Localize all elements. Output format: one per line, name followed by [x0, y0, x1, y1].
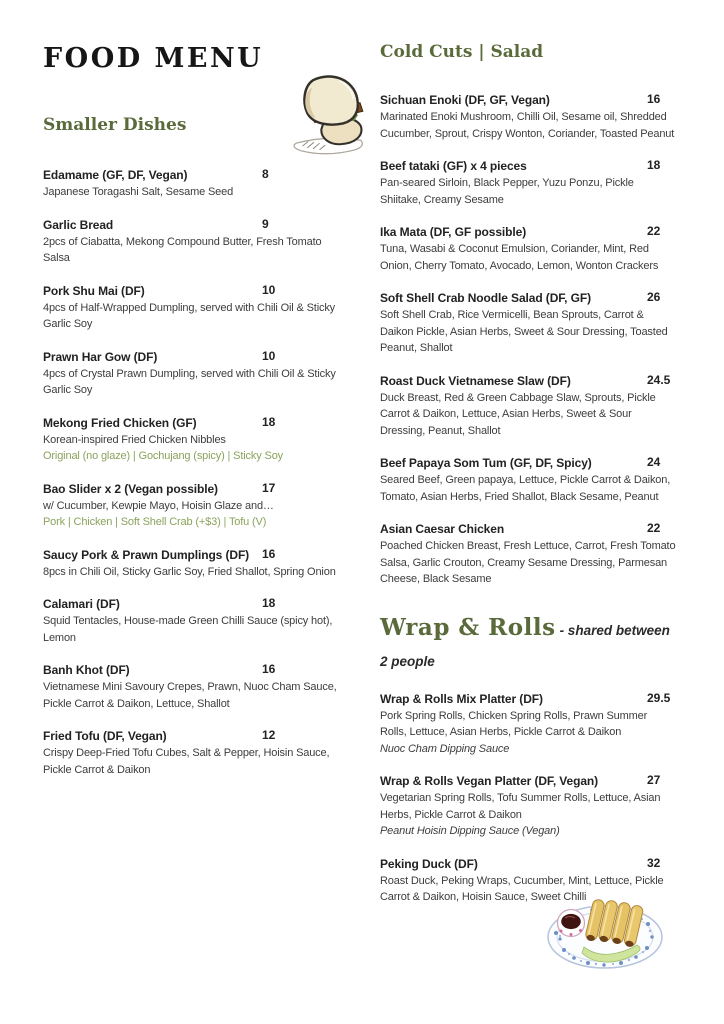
item-price: 22: [647, 224, 661, 238]
menu-item-mekong-fried-chicken: [43, 414, 343, 465]
item-price: 12: [262, 728, 276, 742]
menu-item-prawn-har-gow: [43, 348, 343, 399]
item-options: Pork | Chicken | Soft Shell Crab (+$3) | Tofu (V): [43, 516, 267, 528]
item-name: Beef tataki (GF) x 4 pieces: [380, 159, 527, 173]
item-price: 18: [262, 596, 276, 610]
item-sauce-note: Nuoc Cham Dipping Sauce: [380, 742, 510, 755]
bao-bun-illustration: [281, 71, 375, 159]
item-description: Pork Spring Rolls, Chicken Spring Rolls, Prawn Summer Rolls, Lettuce, Asian Herbs, Pickle Carrot & Daikon: [380, 709, 648, 738]
item-description: 4pcs of Crystal Prawn Dumpling, served with Chili Oil & Sticky Garlic Soy: [43, 367, 336, 396]
menu-item-beef-papaya-som-tum: [380, 454, 676, 505]
bao-bun-icon: [281, 71, 375, 159]
item-description: 4pcs of Half-Wrapped Dumpling, served with Chili Oil & Sticky Garlic Soy: [43, 301, 336, 330]
menu-item-roast-duck-slaw: [380, 372, 676, 440]
item-price: 22: [647, 521, 661, 535]
item-description: Roast Duck, Peking Wraps, Cucumber, Mint, Lettuce, Pickle Carrot & Daikon, Hoisin Sauce, Sweet Chilli: [380, 874, 664, 903]
item-description: Japanese Toragashi Salt, Sesame Seed: [43, 186, 234, 198]
menu-item-banh-khot: [43, 661, 343, 712]
section-heading-wrap-rolls: [380, 614, 676, 676]
item-price: 17: [262, 480, 276, 495]
item-price: 26: [647, 290, 661, 304]
menu-item-wrap-rolls-vegan-platter: [380, 772, 676, 840]
item-name: Pork Shu Mai (DF): [43, 283, 145, 298]
menu-item-asian-caesar-chicken: [380, 520, 676, 588]
item-price: 24: [647, 455, 661, 469]
menu-item-ika-mata: [380, 223, 676, 274]
item-description: Vietnamese Mini Savoury Crepes, Prawn, Nuoc Cham Sauce, Pickle Carrot & Daikon, Lettuce, Shallot: [43, 681, 337, 710]
item-description: Seared Beef, Green papaya, Lettuce, Pickle Carrot & Daikon, Tomato, Asian Herbs, Fried Shallot, Black Sesame, Peanut: [380, 474, 671, 503]
item-description: Crispy Deep-Fried Tofu Cubes, Salt & Pepper, Hoisin Sauce, Pickle Carrot & Daikon: [43, 747, 330, 776]
item-description: Poached Chicken Breast, Fresh Lettuce, Carrot, Fresh Tomato Salsa, Garlic Crouton, Creamy Sesame Dressing, Parmesan Cheese, Black Sesame: [380, 540, 676, 585]
item-name: Edamame (GF, DF, Vegan): [43, 168, 188, 182]
menu-item-sichuan-enoki: [380, 91, 676, 142]
section-heading-cold-cuts-salad: Cold Cuts | Salad: [380, 42, 544, 62]
item-description: 8pcs in Chili Oil, Sticky Garlic Soy, Fried Shallot, Spring Onion: [43, 565, 336, 578]
item-description: Soft Shell Crab, Rice Vermicelli, Bean Sprouts, Carrot & Daikon Pickle, Asian Herbs, Sweet & Sour Dressing, Toasted Peanut, Shallot: [380, 309, 668, 354]
item-name: Sichuan Enoki (DF, GF, Vegan): [380, 93, 550, 107]
menu-item-pork-shu-mai: [43, 282, 343, 333]
item-sauce-note: Peanut Hoisin Dipping Sauce (Vegan): [380, 825, 560, 837]
item-description: Vegetarian Spring Rolls, Tofu Summer Rolls, Lettuce, Asian Herbs, Pickle Carrot & Daikon: [380, 792, 661, 821]
item-price: 16: [262, 546, 276, 561]
item-name: Prawn Har Gow (DF): [43, 349, 158, 364]
item-price: 9: [262, 216, 269, 231]
item-name: Peking Duck (DF): [380, 856, 478, 871]
spring-rolls-plate-icon: [544, 893, 666, 973]
item-description: Squid Tentacles, House-made Green Chilli Sauce (spicy hot), Lemon: [43, 615, 333, 644]
item-name: Soft Shell Crab Noodle Salad (DF, GF): [380, 291, 591, 305]
page-title: FOOD MENU: [43, 43, 264, 74]
section-heading-smaller-dishes: Smaller Dishes: [43, 115, 187, 135]
menu-item-garlic-bread: [43, 216, 343, 267]
menu-item-fried-tofu: [43, 727, 343, 778]
item-price: 29.5: [647, 690, 671, 705]
item-description: Tuna, Wasabi & Coconut Emulsion, Coriander, Mint, Red Onion, Cherry Tomato, Avocado, Lemon, Wonton Crackers: [380, 243, 659, 272]
spring-rolls-illustration: [544, 893, 666, 973]
item-name: Asian Caesar Chicken: [380, 522, 505, 536]
item-price: 32: [647, 855, 661, 870]
item-name: Ika Mata (DF, GF possible): [380, 225, 527, 239]
item-name: Fried Tofu (DF, Vegan): [43, 729, 167, 743]
item-description: Pan-seared Sirloin, Black Pepper, Yuzu Ponzu, Pickle Shiitake, Creamy Sesame: [380, 177, 634, 206]
item-name: Bao Slider x 2 (Vegan possible): [43, 481, 218, 496]
item-name: Garlic Bread: [43, 217, 114, 232]
item-price: 18: [262, 414, 276, 429]
menu-item-calamari: [43, 595, 343, 646]
menu-item-beef-tataki: [380, 157, 676, 208]
item-price: 16: [647, 92, 661, 106]
item-name: Wrap & Rolls Vegan Platter (DF, Vegan): [380, 774, 599, 788]
item-price: 24.5: [647, 372, 671, 387]
item-price: 27: [647, 773, 661, 787]
item-name: Banh Khot (DF): [43, 663, 130, 677]
item-name: Beef Papaya Som Tum (GF, DF, Spicy): [380, 456, 592, 470]
menu-item-bao-slider: [43, 480, 343, 531]
item-name: Calamari (DF): [43, 597, 120, 611]
item-name: Roast Duck Vietnamese Slaw (DF): [380, 373, 571, 388]
item-name: Mekong Fried Chicken (GF): [43, 415, 197, 430]
item-price: 10: [262, 282, 276, 297]
item-price: 16: [262, 662, 276, 676]
item-description: Duck Breast, Red & Green Cabbage Slaw, Sprouts, Pickle Carrot & Daikon, Lettuce, Asian Herbs, Sweet & Sour Dressing, Peanut, Shallot: [380, 391, 656, 437]
item-name: Wrap & Rolls Mix Platter (DF): [380, 691, 543, 706]
item-description: 2pcs of Ciabatta, Mekong Compound Butter, Fresh Tomato Salsa: [43, 235, 322, 264]
item-price: 8: [262, 167, 269, 181]
item-options: Original (no glaze) | Gochujang (spicy) | Sticky Soy: [43, 450, 284, 462]
item-name: Saucy Pork & Prawn Dumplings (DF): [43, 547, 250, 562]
menu-item-soft-shell-crab-salad: [380, 289, 676, 357]
item-description: Marinated Enoki Mushroom, Chilli Oil, Sesame oil, Shredded Cucumber, Sprout, Crispy Wonton, Coriander, Toasted Peanut: [380, 111, 675, 140]
wrap-rolls-subtitle: - shared between 2 people: [380, 622, 670, 669]
item-description: Korean-inspired Fried Chicken Nibbles: [43, 433, 226, 446]
item-description: w/ Cucumber, Kewpie Mayo, Hoisin Glaze and…: [43, 499, 274, 512]
menu-item-saucy-dumplings: [43, 546, 343, 581]
right-column: [380, 0, 676, 921]
menu-item-edamame: [43, 166, 343, 201]
item-price: 18: [647, 158, 661, 172]
item-price: 10: [262, 348, 276, 363]
menu-item-wrap-rolls-mix-platter: [380, 690, 676, 758]
wrap-rolls-title: Wrap & Rolls: [380, 613, 556, 641]
